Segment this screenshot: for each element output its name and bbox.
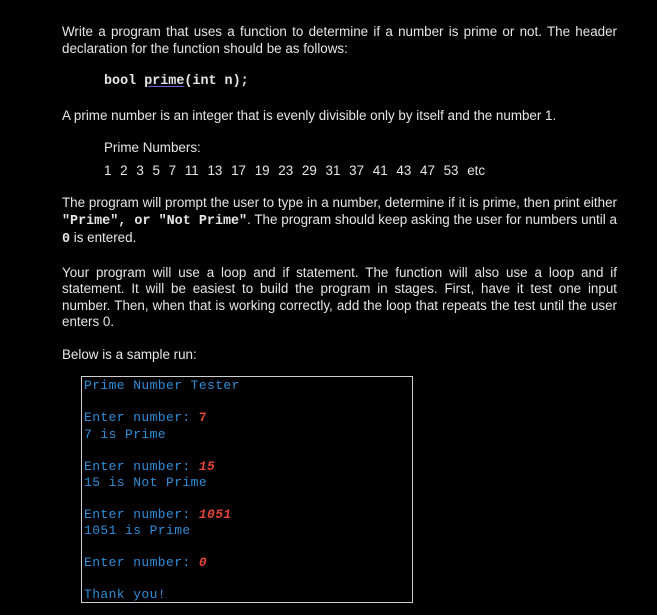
sample-run-terminal: [81, 376, 413, 603]
not-prime-string: "Not Prime": [158, 213, 248, 229]
terminal-user-input: 15: [198, 459, 216, 474]
terminal-goodbye: Thank you!: [84, 587, 167, 602]
terminal-user-input: 7: [198, 410, 208, 425]
prime-definition: A prime number is an integer that is evenly divisible only by itself and the number 1.: [62, 107, 557, 123]
terminal-prompt: Enter number:: [84, 459, 199, 474]
prompt-text-3: is entered.: [70, 230, 137, 245]
intro-paragraph: Write a program that uses a function to determine if a number is prime or not. The header declaration for the function should be as follows:: [62, 24, 617, 56]
prompt-paragraph: [62, 195, 617, 249]
terminal-user-input: 1051: [198, 507, 232, 522]
terminal-result: 7 is Prime: [84, 427, 167, 442]
terminal-prompt: Enter number:: [84, 410, 199, 425]
terminal-prompt-line: [84, 507, 232, 524]
primes-list: 1 2 3 5 7 11 13 17 19 23 29 31 37 41 43 47 53 etc: [104, 162, 486, 178]
zero-value: 0: [62, 232, 71, 247]
terminal-title: Prime Number Tester: [84, 378, 240, 393]
terminal-prompt: Enter number:: [84, 507, 199, 522]
prompt-text-1: The program will prompt the user to type in a number, determine if it is prime, then print either: [62, 195, 617, 210]
prime-string: "Prime": [62, 213, 119, 229]
terminal-user-input: 0: [198, 555, 208, 570]
or-word: , or: [118, 213, 159, 229]
declaration-params: (int n);: [184, 74, 249, 89]
terminal-prompt-line: [84, 459, 215, 476]
declaration-function-name: prime: [144, 74, 185, 89]
terminal-result: 15 is Not Prime: [84, 475, 208, 490]
primes-heading: Prime Numbers:: [104, 140, 201, 155]
sample-run-label: Below is a sample run:: [62, 346, 197, 362]
terminal-final-prompt-line: [84, 555, 207, 572]
terminal-prompt: Enter number:: [84, 555, 199, 570]
function-declaration: [104, 74, 617, 91]
terminal-prompt-line: [84, 410, 207, 427]
assignment-text: [62, 24, 617, 363]
declaration-type: bool: [104, 74, 145, 89]
loop-paragraph: Your program will use a loop and if statement. The function will also use a loop and if statement. It will be easiest to build the program in stages. First, have it test one input number. Then, when that is working correctly, add the loop that repeats the test until the user enters 0.: [62, 264, 617, 329]
terminal-result: 1051 is Prime: [84, 523, 191, 538]
prompt-text-2: . The program should keep asking the user for numbers until a: [247, 211, 617, 227]
